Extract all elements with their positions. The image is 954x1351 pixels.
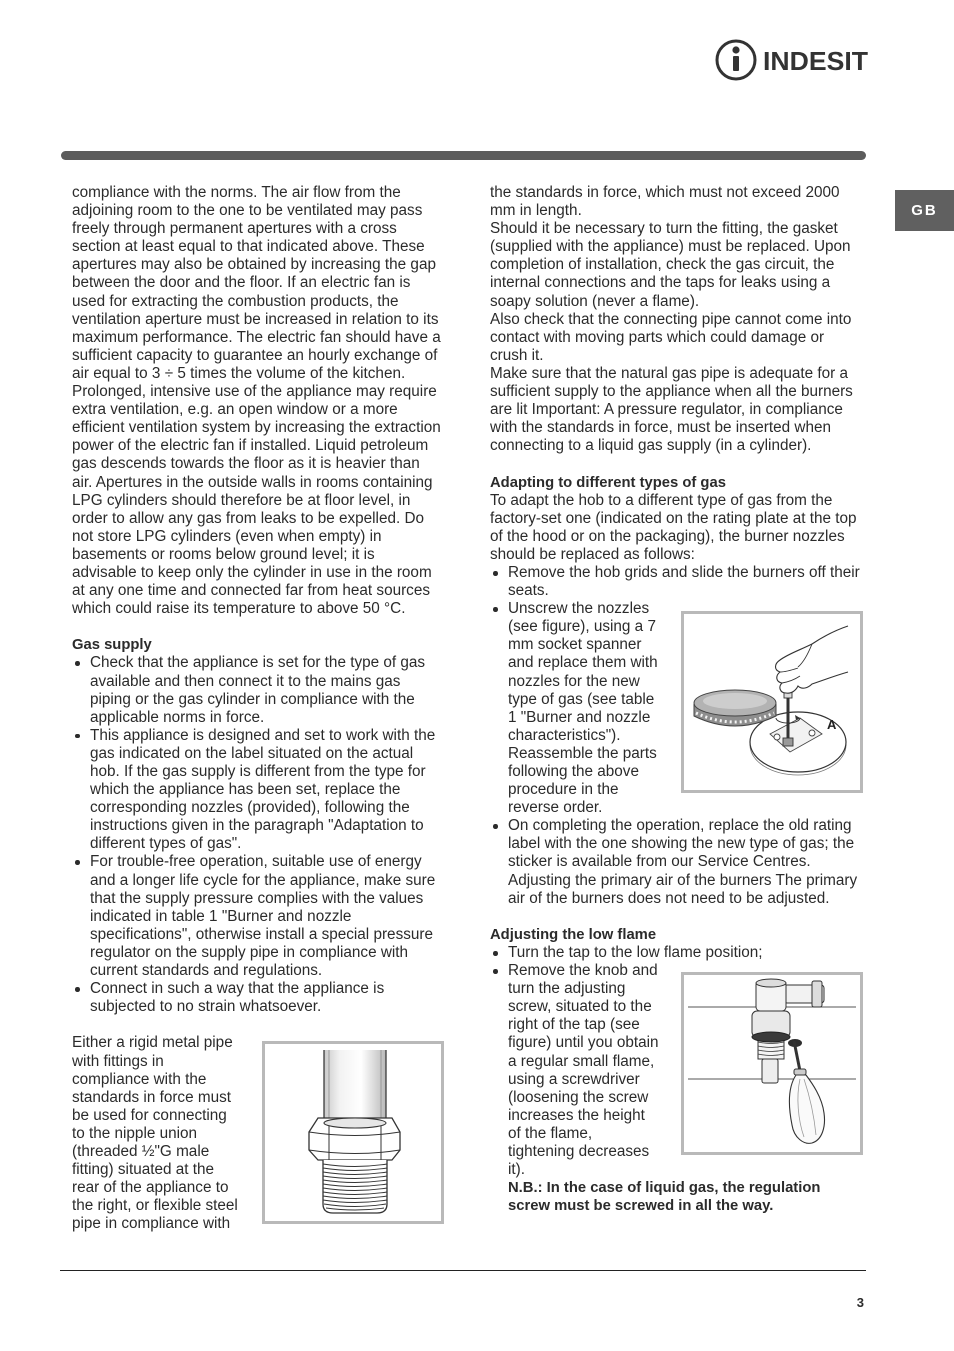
text-line: (see figure), using a 7 bbox=[508, 618, 656, 636]
bullet-marker bbox=[493, 969, 498, 974]
text-line: mm socket spanner bbox=[508, 636, 642, 654]
page-number: 3 bbox=[856, 1295, 864, 1310]
gas-supply-heading: Gas supply bbox=[72, 637, 152, 654]
bullet-marker bbox=[75, 987, 80, 992]
text-line: Remove the hob grids and slide the burners off their bbox=[508, 563, 860, 581]
text-line: different types of gas". bbox=[90, 835, 242, 853]
text-line: reverse order. bbox=[508, 799, 603, 817]
text-line: current standards and regulations. bbox=[90, 962, 323, 980]
low-flame-illustration bbox=[684, 975, 860, 1152]
text-line: soapy solution (never a flame). bbox=[490, 292, 700, 310]
low-flame-heading: Adjusting the low flame bbox=[490, 926, 657, 943]
text-line: gas descends towards the floor as it is heavier than bbox=[72, 455, 420, 473]
text-line: Either a rigid metal pipe bbox=[72, 1034, 233, 1052]
gas-supply-list bbox=[72, 654, 452, 1016]
spacer bbox=[490, 908, 870, 926]
text-line: connecting to a liquid gas supply (in a cylinder). bbox=[490, 437, 812, 455]
header-bar bbox=[61, 151, 866, 160]
list-item bbox=[72, 654, 452, 726]
text-line: sufficient supply to the appliance when all the burners bbox=[490, 383, 853, 401]
text-line: extra ventilation, e.g. an open window or a more bbox=[72, 401, 398, 419]
adapting-gas-heading: Adapting to different types of gas bbox=[490, 474, 726, 491]
text-line: hob. If the gas supply is different from the type for bbox=[90, 763, 426, 780]
text-line: Unscrew the nozzles bbox=[508, 600, 650, 618]
text-line: Reassemble the parts bbox=[508, 744, 657, 762]
text-line: (loosening the screw bbox=[508, 1088, 649, 1106]
text-line: Should it be necessary to turn the fitting, the gasket bbox=[490, 220, 838, 238]
text-line: On completing the operation, replace the old rating bbox=[508, 817, 852, 835]
indesit-logo bbox=[712, 36, 872, 84]
text-line: advisable to keep only the cylinder in use in the room bbox=[72, 563, 432, 581]
text-line: corresponding nozzles (provided), following the bbox=[90, 799, 410, 817]
text-line: sticker is available from our Service Centres. bbox=[508, 853, 811, 871]
text-line: (supplied with the appliance) must be replaced. Upon bbox=[490, 238, 851, 256]
text-line: factory-set one (indicated on the rating plate at the top bbox=[490, 509, 857, 527]
logo-wordmark: INDESIT bbox=[763, 46, 869, 76]
low-flame-figure bbox=[681, 972, 863, 1155]
text-line: which the appliance has been set, replace the bbox=[90, 781, 401, 799]
spacer bbox=[490, 455, 870, 473]
spacer bbox=[72, 1016, 452, 1034]
bullet-marker bbox=[493, 571, 498, 576]
text-line: subjected to no strain whatsoever. bbox=[90, 998, 322, 1016]
list-item bbox=[72, 853, 452, 980]
text-line: procedure in the bbox=[508, 781, 619, 799]
text-line: completion of installation, check the gas circuit, the bbox=[490, 256, 835, 274]
list-item bbox=[490, 564, 870, 600]
screwdriver-icon bbox=[789, 1075, 824, 1143]
text-line: applicable norms in force. bbox=[90, 708, 265, 726]
text-line: gas indicated on the label situated on the actual bbox=[90, 744, 414, 762]
list-item bbox=[490, 817, 870, 907]
pipe-fitting-illustration bbox=[265, 1044, 441, 1221]
text-line: This appliance is designed and set to work with the bbox=[90, 726, 436, 744]
text-line: that the supply pressure complies with the values bbox=[90, 889, 424, 907]
text-line: mm in length. bbox=[490, 202, 582, 220]
pipe-fitting-figure bbox=[262, 1041, 444, 1224]
text-line: which could raise its temperature to above 50 °C. bbox=[72, 600, 406, 618]
text-line: the standards in force, which must not exceed 2000 bbox=[490, 184, 840, 201]
figure-label-a: A bbox=[827, 717, 837, 732]
text-line: used for extracting the combustion products, the bbox=[72, 292, 399, 310]
text-line: to the nipple union bbox=[72, 1124, 198, 1142]
text-line: Make sure that the natural gas pipe is adequate for a bbox=[490, 364, 849, 382]
text-line: and a longer life cycle for the appliance, make sure bbox=[90, 871, 436, 889]
text-line: indicated in table 1 "Burner and nozzle bbox=[90, 907, 352, 925]
text-line: order to allow any gas from leaks to be expelled. Do bbox=[72, 509, 425, 527]
text-line: the right, or flexible steel bbox=[72, 1197, 238, 1215]
installation-paragraph bbox=[490, 184, 870, 455]
text-line: fitting) situated at the bbox=[72, 1161, 215, 1179]
text-line: basements or rooms below ground level; it is bbox=[72, 545, 375, 563]
footer-rule bbox=[60, 1270, 866, 1271]
text-line: specifications", otherwise install a special pressure bbox=[90, 925, 433, 943]
text-line: following the above bbox=[508, 763, 639, 780]
text-line: air equal to 3 ÷ 5 times the volume of the kitchen. bbox=[72, 364, 406, 382]
text-line: power of the electric fan if installed. Liquid petroleum bbox=[72, 437, 429, 455]
text-line: a regular small flame, bbox=[508, 1052, 655, 1070]
text-line: Check that the appliance is set for the type of gas bbox=[90, 654, 426, 672]
text-line: screw must be screwed in all the way. bbox=[508, 1198, 774, 1215]
nozzle-replacement-figure bbox=[681, 611, 863, 793]
text-line: Also check that the connecting pipe cannot come into bbox=[490, 310, 852, 328]
text-line: with the standards in force, must be inserted when bbox=[490, 419, 831, 437]
text-line: label with the one showing the new type of gas; the bbox=[508, 835, 855, 853]
text-line: standards in force must bbox=[72, 1088, 231, 1106]
text-line: LPG cylinders should therefore be at floor level, in bbox=[72, 491, 411, 509]
bullet-marker bbox=[493, 951, 498, 956]
text-line: Turn the tap to the low flame position; bbox=[508, 943, 763, 961]
text-line: (threaded ½"G male bbox=[72, 1142, 210, 1160]
text-line: of the flame, bbox=[508, 1124, 593, 1142]
text-line: using a screwdriver bbox=[508, 1070, 640, 1088]
list-item bbox=[72, 980, 452, 1016]
adapting-gas-paragraph bbox=[490, 492, 870, 564]
text-line: efficient ventilation system by increasing the extraction bbox=[72, 419, 441, 437]
bullet-marker bbox=[75, 860, 80, 865]
text-line: freely through permanent apertures with a cross bbox=[72, 220, 397, 238]
text-line: apertures may also be obtained by increasing the gap bbox=[72, 256, 436, 274]
bullet-marker bbox=[493, 607, 498, 612]
text-line: should be replaced as follows: bbox=[490, 545, 695, 563]
bullet-marker bbox=[75, 661, 80, 666]
text-line: available and then connect it to the mains gas bbox=[90, 672, 401, 690]
text-line: Connect in such a way that the appliance is bbox=[90, 980, 385, 998]
text-line: 1 "Burner and nozzle bbox=[508, 708, 651, 726]
text-line: increases the height bbox=[508, 1106, 645, 1124]
text-line: adjoining room to the one to be ventilated may pass bbox=[72, 202, 423, 220]
text-line: pipe in compliance with bbox=[72, 1215, 231, 1233]
text-line: be used for connecting bbox=[72, 1106, 227, 1124]
text-line: internal connections and the taps for leaks using a bbox=[490, 274, 831, 292]
text-line: Remove the knob and bbox=[508, 962, 658, 980]
text-line: seats. bbox=[508, 582, 549, 600]
list-item bbox=[490, 944, 870, 962]
text-line: with fittings in bbox=[72, 1052, 164, 1070]
text-line: maximum performance. The electric fan should have a bbox=[72, 328, 441, 346]
text-line: screw, situated to the bbox=[508, 998, 652, 1016]
text-line: section at least equal to that indicated above. These bbox=[72, 238, 425, 256]
text-line: Adjusting the primary air of the burners The primary bbox=[508, 871, 858, 889]
list-item bbox=[72, 727, 452, 854]
bullet-marker bbox=[493, 824, 498, 829]
text-line: not store LPG cylinders (even when empty) in bbox=[72, 527, 382, 545]
text-line: characteristics"). bbox=[508, 726, 621, 744]
text-line: air. Apertures in the outside walls in rooms containing bbox=[72, 473, 433, 491]
text-line: piping or the gas cylinder in compliance with the bbox=[90, 690, 415, 708]
text-line: nozzles for the new bbox=[508, 672, 640, 690]
text-line: it). bbox=[508, 1161, 525, 1179]
text-line: contact with moving parts which could damage or bbox=[490, 328, 825, 346]
text-line: of the hood or on the packaging), the burner nozzles bbox=[490, 527, 845, 545]
text-line: compliance with the bbox=[72, 1070, 207, 1088]
text-line: right of the tap (see bbox=[508, 1016, 640, 1034]
text-line: instructions given in the paragraph "Adaptation to bbox=[90, 817, 424, 835]
text-line: and replace them with bbox=[508, 654, 658, 672]
text-line: ventilation aperture must be increased in relation to its bbox=[72, 310, 439, 328]
text-line: regulator on the supply pipe in compliance with bbox=[90, 943, 409, 961]
text-line: crush it. bbox=[490, 346, 544, 364]
text-line: N.B.: In the case of liquid gas, the regulation bbox=[508, 1180, 821, 1197]
text-line: sufficient capacity to guarantee an hourly exchange of bbox=[72, 346, 438, 364]
text-line: type of gas (see table bbox=[508, 690, 655, 708]
bullet-marker bbox=[75, 734, 80, 739]
text-line: at any one time and connected far from heat sources bbox=[72, 582, 430, 600]
text-line: are lit Important: A pressure regulator, in compliance bbox=[490, 401, 843, 419]
ventilation-paragraph bbox=[72, 184, 452, 618]
text-line: For trouble-free operation, suitable use of energy bbox=[90, 853, 422, 871]
nozzle-replacement-illustration bbox=[684, 614, 860, 790]
liquid-gas-note bbox=[490, 1179, 870, 1215]
text-line: air of the burners does not need to be adjusted. bbox=[508, 889, 830, 907]
text-line: figure) until you obtain bbox=[508, 1034, 659, 1052]
text-line: Prolonged, intensive use of the appliance may require bbox=[72, 383, 437, 401]
text-line: compliance with the norms. The air flow from the bbox=[72, 184, 401, 201]
text-line: between the door and the floor. If an electric fan is bbox=[72, 274, 411, 292]
hand-icon bbox=[776, 626, 849, 693]
text-line: rear of the appliance to bbox=[72, 1179, 229, 1197]
text-line: turn the adjusting bbox=[508, 980, 626, 998]
text-line: To adapt the hob to a different type of gas from the bbox=[490, 491, 833, 509]
text-line: tightening decreases bbox=[508, 1142, 650, 1160]
spacer bbox=[72, 618, 452, 636]
language-tab: GB bbox=[895, 190, 954, 231]
